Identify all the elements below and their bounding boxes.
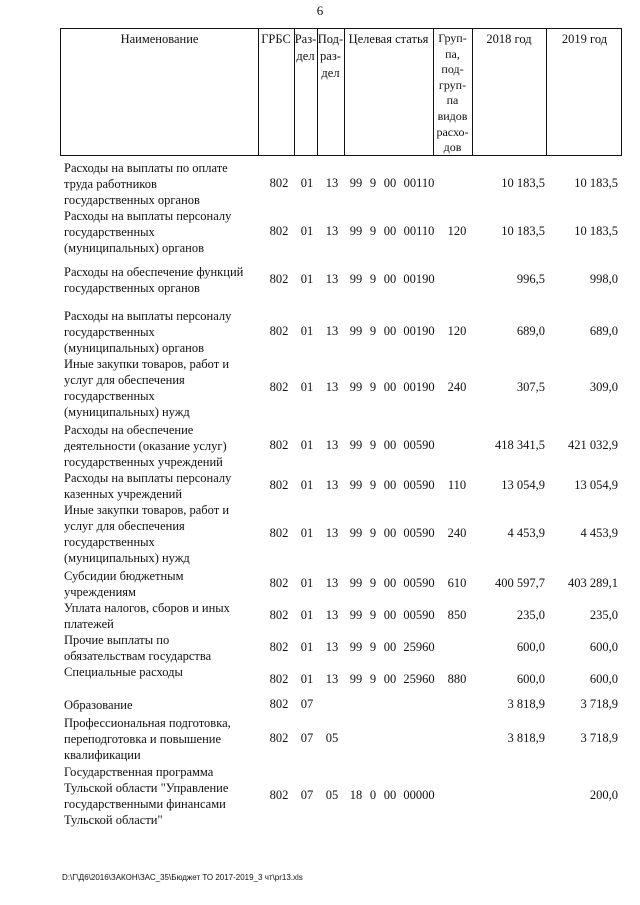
header-grbs: ГРБС [261,32,291,46]
cell-v2019: 689,0 [589,324,618,338]
cell-t4: 00110 [403,176,435,190]
cell-t1: 99 [349,526,363,540]
cell-t4: 00590 [403,576,435,590]
cell-pr: 13 [325,272,339,286]
cell-t3: 00 [383,224,397,238]
cell-grbs: 802 [269,731,289,745]
header-2019: 2019 год [561,32,608,46]
cell-rz: 01 [300,272,314,286]
cell-t1: 99 [349,438,363,452]
row-name: Государственная программа Тульской области "Управление государственными финансами Тульской области" [64,765,229,827]
row-name: Расходы на выплаты персоналу государственных (муниципальных) органов [64,209,232,255]
cell-pr: 13 [325,526,339,540]
cell-vr: 120 [447,324,467,338]
cell-t1: 99 [349,608,363,622]
row-name: Иные закупки товаров, работ и услуг для обеспечения государственных (муниципальных) нужд [64,357,230,419]
cell-t3: 00 [383,640,397,654]
cell-rz: 01 [300,526,314,540]
cell-grbs: 802 [269,478,289,492]
cell-t3: 00 [383,608,397,622]
cell-rz: 01 [300,478,314,492]
row-name: Расходы на выплаты персоналу казенных учреждений [64,471,232,501]
cell-t2: 9 [369,640,377,654]
cell-t3: 00 [383,272,397,286]
cell-grbs: 802 [269,576,289,590]
cell-v2018: 600,0 [516,672,545,686]
row-name: Расходы на выплаты персоналу государственных (муниципальных) органов [64,309,232,355]
cell-t4: 00190 [403,380,435,394]
cell-v2019: 200,0 [589,788,618,802]
cell-v2019: 600,0 [589,672,618,686]
cell-rz: 01 [300,438,314,452]
header-target: Целевая статья [348,32,429,46]
cell-v2018: 307,5 [516,380,545,394]
cell-pr: 13 [325,478,339,492]
cell-pr: 13 [325,672,339,686]
cell-pr: 13 [325,324,339,338]
cell-t1: 99 [349,272,363,286]
row-name: Субсидии бюджетным учреждениям [64,569,184,599]
row-name: Уплата налогов, сборов и иных платежей [64,601,230,631]
cell-v2018: 418 341,5 [495,438,545,452]
cell-t2: 9 [369,438,377,452]
cell-v2018: 600,0 [516,640,545,654]
cell-t3: 00 [383,576,397,590]
cell-t3: 00 [383,526,397,540]
cell-grbs: 802 [269,380,289,394]
cell-rz: 07 [300,731,314,745]
cell-t2: 9 [369,380,377,394]
cell-t1: 99 [349,576,363,590]
cell-grbs: 802 [269,788,289,802]
cell-t2: 9 [369,526,377,540]
cell-t4: 00590 [403,526,435,540]
cell-rz: 01 [300,672,314,686]
cell-t4: 25960 [403,672,435,686]
cell-t1: 99 [349,224,363,238]
cell-grbs: 802 [269,224,289,238]
cell-t3: 00 [383,672,397,686]
cell-t3: 00 [383,478,397,492]
row-name: Прочие выплаты по обязательствам государства [64,633,212,663]
cell-v2019: 600,0 [589,640,618,654]
cell-t4: 00190 [403,272,435,286]
cell-pr: 13 [325,224,339,238]
cell-t2: 9 [369,176,377,190]
cell-t2: 9 [369,672,377,686]
cell-t1: 99 [349,380,363,394]
cell-t3: 00 [383,176,397,190]
cell-grbs: 802 [269,640,289,654]
cell-t3: 00 [383,788,397,802]
row-name: Иные закупки товаров, работ и услуг для обеспечения государственных (муниципальных) нужд [64,503,230,565]
cell-vr: 240 [447,526,467,540]
cell-t1: 99 [349,324,363,338]
cell-pr: 13 [325,608,339,622]
cell-t2: 9 [369,478,377,492]
cell-vr: 880 [447,672,467,686]
cell-pr: 13 [325,438,339,452]
row-name: Расходы на обеспечение функций государственных органов [64,265,244,295]
cell-t1: 18 [349,788,363,802]
cell-rz: 01 [300,324,314,338]
cell-v2019: 998,0 [589,272,618,286]
cell-grbs: 802 [269,526,289,540]
cell-v2019: 235,0 [589,608,618,622]
cell-t1: 99 [349,478,363,492]
cell-v2018: 10 183,5 [501,176,545,190]
table-header [60,28,622,156]
cell-pr: 13 [325,176,339,190]
cell-t3: 00 [383,324,397,338]
cell-v2018: 689,0 [516,324,545,338]
file-path-footer: D:\Г\Д6\2016\ЗАКОН\ЗАС_35\Бюджет ТО 2017-2019_3 чт\pr13.xls [62,873,303,882]
cell-t1: 99 [349,640,363,654]
cell-t4: 25960 [403,640,435,654]
cell-t2: 0 [369,788,377,802]
cell-pr: 13 [325,640,339,654]
cell-grbs: 802 [269,697,289,711]
cell-v2018: 10 183,5 [501,224,545,238]
header-razdel: Раз- дел [294,32,317,63]
page-number: 6 [316,3,324,18]
cell-t4: 00590 [403,608,435,622]
cell-v2018: 400 597,7 [495,576,545,590]
cell-grbs: 802 [269,176,289,190]
cell-t3: 00 [383,380,397,394]
row-name: Расходы на выплаты по оплате труда работников государственных органов [64,161,228,207]
cell-rz: 01 [300,380,314,394]
header-name: Наименование [120,32,199,46]
cell-t2: 9 [369,324,377,338]
cell-vr: 610 [447,576,467,590]
cell-pr: 05 [325,731,339,745]
cell-pr: 05 [325,788,339,802]
cell-t4: 00110 [403,224,435,238]
cell-t4: 00190 [403,324,435,338]
cell-rz: 01 [300,640,314,654]
cell-v2019: 4 453,9 [580,526,618,540]
cell-vr: 850 [447,608,467,622]
cell-v2019: 3 718,9 [580,697,618,711]
cell-t3: 00 [383,438,397,452]
cell-rz: 07 [300,697,314,711]
cell-v2019: 13 054,9 [574,478,618,492]
cell-t4: 00000 [403,788,435,802]
cell-v2018: 13 054,9 [501,478,545,492]
header-2018: 2018 год [486,32,532,46]
cell-v2019: 403 289,1 [568,576,618,590]
cell-t4: 00590 [403,438,435,452]
cell-t1: 99 [349,672,363,686]
header-group: Груп- па, под- груп- па видов расхо- дов [436,31,469,155]
cell-vr: 110 [447,478,467,492]
cell-v2019: 10 183,5 [574,224,618,238]
cell-v2018: 3 818,9 [507,731,545,745]
cell-v2018: 235,0 [516,608,545,622]
cell-pr: 13 [325,380,339,394]
cell-grbs: 802 [269,272,289,286]
cell-rz: 01 [300,176,314,190]
cell-pr: 13 [325,576,339,590]
cell-t2: 9 [369,224,377,238]
header-podrazdel: Под- раз- дел [317,32,344,80]
cell-v2019: 309,0 [589,380,618,394]
cell-rz: 01 [300,608,314,622]
cell-t2: 9 [369,272,377,286]
cell-grbs: 802 [269,672,289,686]
row-name: Специальные расходы [64,665,183,679]
cell-v2018: 4 453,9 [507,526,545,540]
cell-vr: 120 [447,224,467,238]
cell-t2: 9 [369,576,377,590]
cell-vr: 240 [447,380,467,394]
cell-v2018: 3 818,9 [507,697,545,711]
cell-v2019: 421 032,9 [568,438,618,452]
cell-t2: 9 [369,608,377,622]
cell-grbs: 802 [269,608,289,622]
cell-v2019: 3 718,9 [580,731,618,745]
cell-rz: 01 [300,224,314,238]
cell-grbs: 802 [269,324,289,338]
row-name: Образование [64,698,133,712]
cell-rz: 07 [300,788,314,802]
cell-grbs: 802 [269,438,289,452]
cell-rz: 01 [300,576,314,590]
cell-v2018: 996,5 [516,272,545,286]
cell-t1: 99 [349,176,363,190]
row-name: Расходы на обеспечение деятельности (оказание услуг) государственных учреждений [64,423,227,469]
cell-v2019: 10 183,5 [574,176,618,190]
row-name: Профессиональная подготовка, переподготовка и повышение квалификации [64,716,231,762]
cell-t4: 00590 [403,478,435,492]
